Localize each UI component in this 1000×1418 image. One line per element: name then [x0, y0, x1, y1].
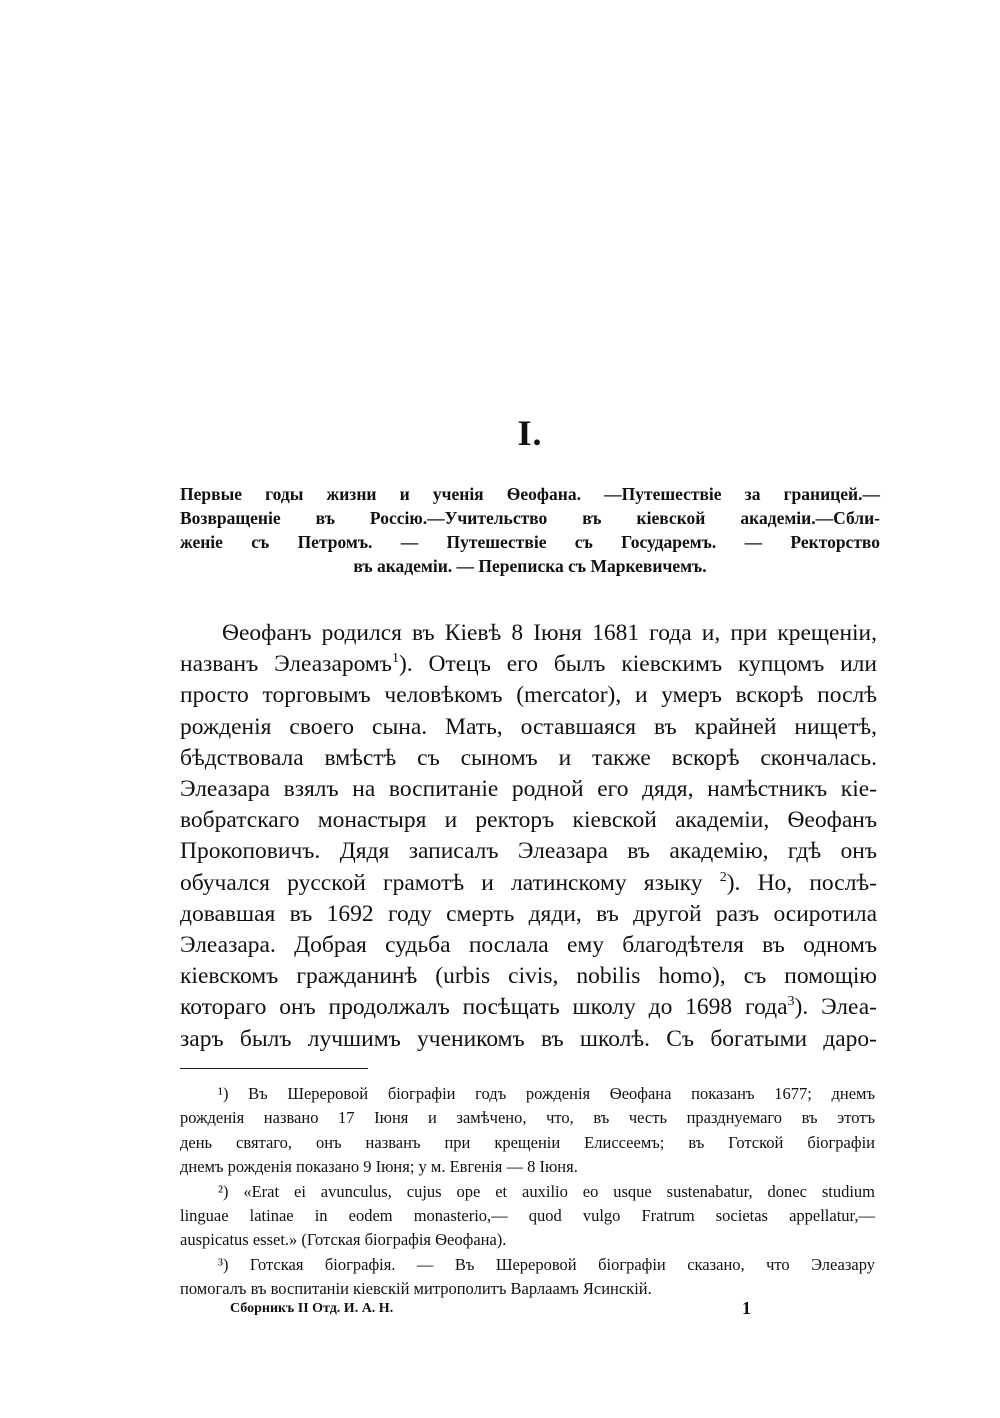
body-line: Ѳеофанъ родился въ Кіевѣ 8 Іюня 1681 года и, при крещеніи, — [222, 620, 877, 646]
body-line — [180, 649, 877, 680]
chapter-summary — [180, 482, 880, 578]
body-line: вобратскаго монастыря и ректоръ кіевской академіи, Ѳеофанъ — [180, 807, 877, 834]
footnote-line: помогалъ въ воспитаніи кіевскій митрополитъ Варлаамъ Ясинскій. — [180, 1279, 652, 1299]
printer-signature: Сборникъ II Отд. И. А. Н. — [230, 1301, 394, 1316]
body-line-text: обучался русской грамотѣ и латинскому языку — [180, 869, 703, 896]
footnote-line: ²) «Erat ei avunculus, cujus ope et auxilio eo usque sustenabatur, donec studium — [218, 1181, 875, 1201]
footnotes — [180, 1082, 875, 1302]
body-line: довавшая въ 1692 году смерть дяди, въ другой разъ осиротила — [180, 900, 877, 927]
footnote-line: auspicatus esset.» (Готская біографія Ѳеофана). — [180, 1230, 507, 1250]
body-line: кіевскомъ гражданинѣ (urbis civis, nobilis homo), съ помощію — [180, 963, 877, 990]
footnote-line: linguae latinae in eodem monasterio,— quod vulgo Fratrum societas appellatur,— — [180, 1206, 875, 1226]
body-line: Элеазара. Добрая судьба послала ему благодѣтеля въ одномъ — [180, 932, 877, 959]
body-line: бѣдствовала вмѣстѣ съ сыномъ и также вскорѣ скончалась. — [180, 744, 877, 771]
footnote-line: ³) Готская біографія. — Въ Шереровой біографіи сказано, что Элеазару — [218, 1254, 875, 1274]
body-line-text: ). Элеа- — [794, 994, 878, 1021]
footnote-ref: 1 — [391, 651, 399, 667]
summary-line: Возвращеніе въ Россію.—Учительство въ кіевской академіи.—Сбли- — [180, 508, 880, 528]
footnote-line: рожденія названо 17 Іюня и замѣчено, что, въ честь празднуемаго въ этотъ — [180, 1108, 875, 1128]
body-line: рожденія своего сына. Мать, оставшаяся въ крайней нищетѣ, — [180, 713, 877, 740]
footnote-ref: 2 — [719, 869, 727, 885]
footnote-line: ¹) Въ Шереровой біографіи годъ рожденія Ѳеофана показанъ 1677; днемъ — [218, 1084, 875, 1103]
body-line: заръ былъ лучшимъ ученикомъ въ школѣ. Съ богатыми даро- — [180, 1025, 877, 1052]
body-line: Элеазара взялъ на воспитаніе родной его дядя, намѣстникъ кіе- — [180, 776, 877, 803]
body-paragraph — [180, 618, 877, 1055]
footnote-ref: 3 — [787, 994, 795, 1010]
body-line — [180, 992, 877, 1023]
body-line-text: ). Отецъ его былъ кіевскимъ купцомъ или — [398, 651, 877, 678]
body-line — [180, 868, 877, 899]
body-line-text: котораго онъ продолжалъ посѣщать школу до 1698 года — [180, 994, 788, 1021]
summary-line: женіе съ Петромъ. — Путешествіе съ Государемъ. — Ректорство — [180, 532, 880, 552]
footnote-divider — [180, 1068, 368, 1069]
summary-line: Первые годы жизни и ученія Ѳеофана. —Путешествіе за границей.— — [180, 484, 880, 504]
page-number: 1 — [742, 1298, 751, 1318]
body-line: Прокоповичъ. Дядя записалъ Элеазара въ академію, гдѣ онъ — [180, 838, 877, 865]
body-line-text: ). Но, послѣ- — [726, 869, 878, 896]
chapter-number: I. — [517, 413, 543, 453]
body-line: просто торговымъ человѣкомъ (mercator), и умеръ вскорѣ послѣ — [180, 682, 877, 709]
footnote-line: днемъ рожденія показано 9 Іюня; у м. Евгенія — 8 Іюня. — [180, 1157, 578, 1177]
body-line-text: названъ Элеазаромъ — [180, 651, 392, 678]
summary-line: въ академіи. — Переписка съ Маркевичемъ. — [353, 556, 707, 576]
footnote-line: день святаго, онъ названъ при крещеніи Елиссеемъ; въ Готской біографіи — [180, 1132, 875, 1152]
